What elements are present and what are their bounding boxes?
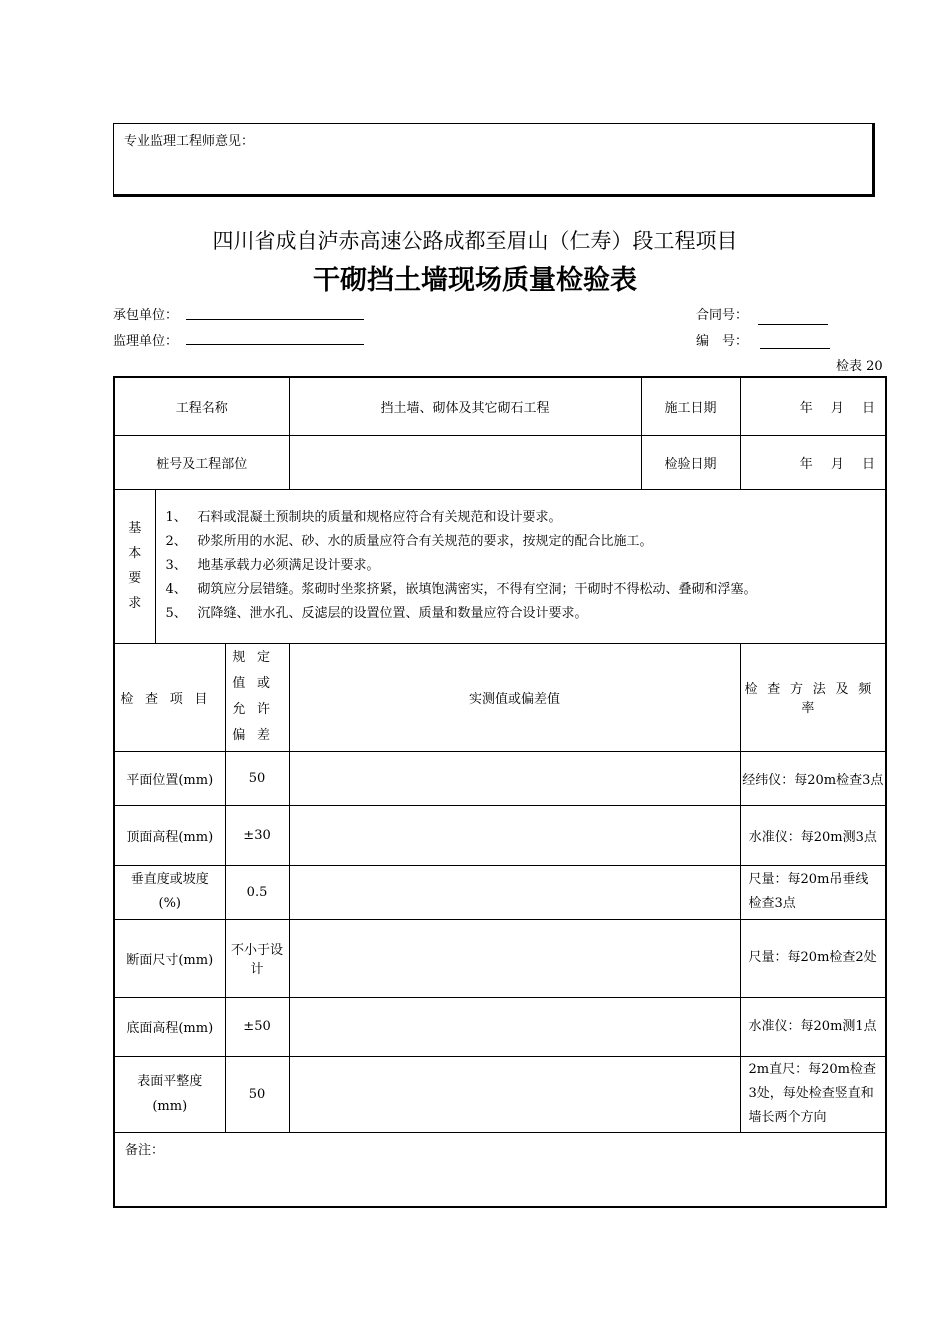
row-spec: ±30 [225,805,289,865]
project-name-row [114,377,886,435]
row-spec: ±50 [225,997,289,1056]
header-spec [225,643,289,751]
inspection-table [113,376,887,1208]
table-row [114,751,886,805]
row-method: 尺量：每20m吊垂线检查3点 [740,865,886,919]
requirements-label [114,489,155,643]
inspection-date-value[interactable]: 年 月 日 [740,435,886,489]
serial-no-label: 编 号： [696,334,749,349]
requirement-item: 5、 沉降缝、泄水孔、反滤层的设置位置、质量和数量应符合设计要求。 [165,606,588,621]
requirements-label-char: 本 [128,546,142,561]
row-item: 垂直度或坡度(%) [114,865,225,919]
header-item: 检查项目 [114,643,225,751]
supervisor-opinion-label: 专业监理工程师意见： [124,134,255,149]
row-method: 尺量：每20m检查2处 [740,919,886,997]
row-item: 顶面高程(mm) [114,805,225,865]
contract-no-field[interactable] [758,324,828,325]
requirement-item: 1、 石料或混凝土预制块的质量和规格应符合有关规范和设计要求。 [165,510,562,525]
contractor-label: 承包单位： [113,308,179,323]
station-label: 桩号及工程部位 [114,435,289,489]
row-spec: 50 [225,751,289,805]
station-value[interactable] [289,435,641,489]
form-code: 检表 20 [836,359,883,374]
contract-no-label: 合同号： [696,308,749,323]
row-item: 底面高程(mm) [114,997,225,1056]
header-spec-line1: 规定值或 [232,650,282,691]
table-row [114,805,886,865]
row-measured[interactable] [289,805,740,865]
form-title: 干砌挡土墙现场质量检验表 [313,265,637,296]
project-name-value: 挡土墙、砌体及其它砌石工程 [289,377,641,435]
requirements-list [155,489,886,643]
contractor-field[interactable] [186,319,364,320]
row-spec: 不小于设计 [225,919,289,997]
project-title: 四川省成自泸赤高速公路成都至眉山（仁寿）段工程项目 [212,229,738,253]
header-spec-line2: 允许偏差 [232,702,282,743]
row-item: 平面位置(mm) [114,751,225,805]
row-item: 断面尺寸(mm) [114,919,225,997]
header-measured: 实测值或偏差值 [289,643,740,751]
header-method: 检查方法及频率 [740,643,886,751]
station-row [114,435,886,489]
requirements-label-char: 基 [128,521,142,536]
table-row [114,997,886,1056]
row-item: 表面平整度(mm) [114,1056,225,1132]
row-method: 水准仪：每20m测3点 [740,805,886,865]
row-method: 2m直尺：每20m检查3处，每处检查竖直和墙长两个方向 [740,1056,886,1132]
requirement-item: 3、 地基承载力必须满足设计要求。 [165,558,380,573]
row-measured[interactable] [289,1056,740,1132]
row-spec: 0.5 [225,865,289,919]
requirements-label-char: 求 [128,596,142,611]
serial-no-field[interactable] [760,348,830,349]
requirement-item: 4、 砌筑应分层错缝。浆砌时坐浆挤紧，嵌填饱满密实，不得有空洞；干砌时不得松动、叠砌和浮塞。 [165,582,757,597]
row-method: 经纬仪：每20m检查3点 [740,751,886,805]
requirements-label-char: 要 [128,571,142,586]
construction-date-value[interactable]: 年 月 日 [740,377,886,435]
row-measured[interactable] [289,751,740,805]
row-spec: 50 [225,1056,289,1132]
table-row [114,919,886,997]
row-measured[interactable] [289,919,740,997]
requirement-item: 2、 砂浆所用的水泥、砂、水的质量应符合有关规范的要求，按规定的配合比施工。 [165,534,653,549]
supervisor-opinion-box [113,123,875,197]
requirements-row [114,489,886,643]
inspection-date-label: 检验日期 [641,435,740,489]
remarks-label: 备注： [125,1142,165,1158]
project-name-label: 工程名称 [114,377,289,435]
remarks-row [114,1132,886,1207]
table-row [114,865,886,919]
row-measured[interactable] [289,865,740,919]
table-row [114,1056,886,1132]
row-method: 水准仪：每20m测1点 [740,997,886,1056]
remarks-cell[interactable] [114,1132,886,1207]
supervisor-label: 监理单位： [113,334,179,349]
supervisor-field[interactable] [186,344,364,345]
column-header-row [114,643,886,751]
row-measured[interactable] [289,997,740,1056]
construction-date-label: 施工日期 [641,377,740,435]
